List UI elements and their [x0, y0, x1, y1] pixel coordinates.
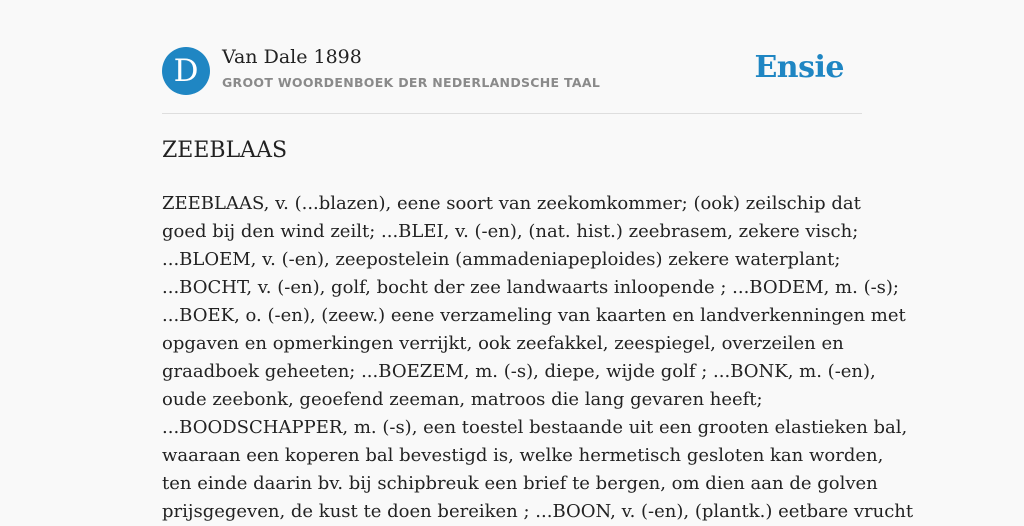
definition-line: oude zeebonk, geoefend zeeman, matroos die lang gevaren heeft; — [162, 389, 763, 410]
definition-line: ...BLOEM, v. (-en), zeepostelein (ammadeniapeploides) zekere waterplant; — [162, 249, 841, 270]
definition-line: ...BOODSCHAPPER, m. (-s), een toestel bestaande uit een grooten elastieken bal, — [162, 417, 908, 438]
source-header — [162, 46, 862, 96]
entry-title: ZEEBLAAS — [162, 138, 288, 163]
definition-line: opgaven en opmerkingen verrijkt, ook zeefakkel, zeespiegel, overzeilen en — [162, 333, 844, 354]
definition-line: waaraan een koperen bal bevestigd is, welke hermetisch gesloten kan worden, — [162, 445, 884, 466]
source-subtitle: GROOT WOORDENBOEK DER NEDERLANDSCHE TAAL — [222, 75, 601, 90]
definition-line: ...BOCHT, v. (-en), golf, bocht der zee landwaarts inloopende ; ...BODEM, m. (-s); — [162, 277, 899, 298]
entry-definition — [162, 190, 914, 526]
definition-line: ten einde daarin bv. bij schipbreuk een brief te bergen, om dien aan de golven — [162, 473, 878, 494]
source-title[interactable]: Van Dale 1898 — [222, 46, 362, 68]
header-divider — [162, 113, 862, 114]
ensie-logo-link[interactable]: Ensie — [754, 50, 844, 85]
definition-line: ...BOEK, o. (-en), (zeew.) eene verzameling van kaarten en landverkenningen met — [162, 305, 906, 326]
definition-line: ZEEBLAAS, v. (...blazen), eene soort van zeekomkommer; (ook) zeilschip dat — [162, 193, 861, 214]
source-logo[interactable]: D — [162, 47, 210, 95]
definition-line: prijsgegeven, de kust te doen bereiken ; ...BOON, v. (-en), (plantk.) eetbare vrucht — [162, 501, 914, 522]
definition-line: goed bij den wind zeilt; ...BLEI, v. (-en), (nat. hist.) zeebrasem, zekere visch; — [162, 221, 859, 242]
definition-line: graadboek geheeten; ...BOEZEM, m. (-s), diepe, wijde golf ; ...BONK, m. (-en), — [162, 361, 876, 382]
